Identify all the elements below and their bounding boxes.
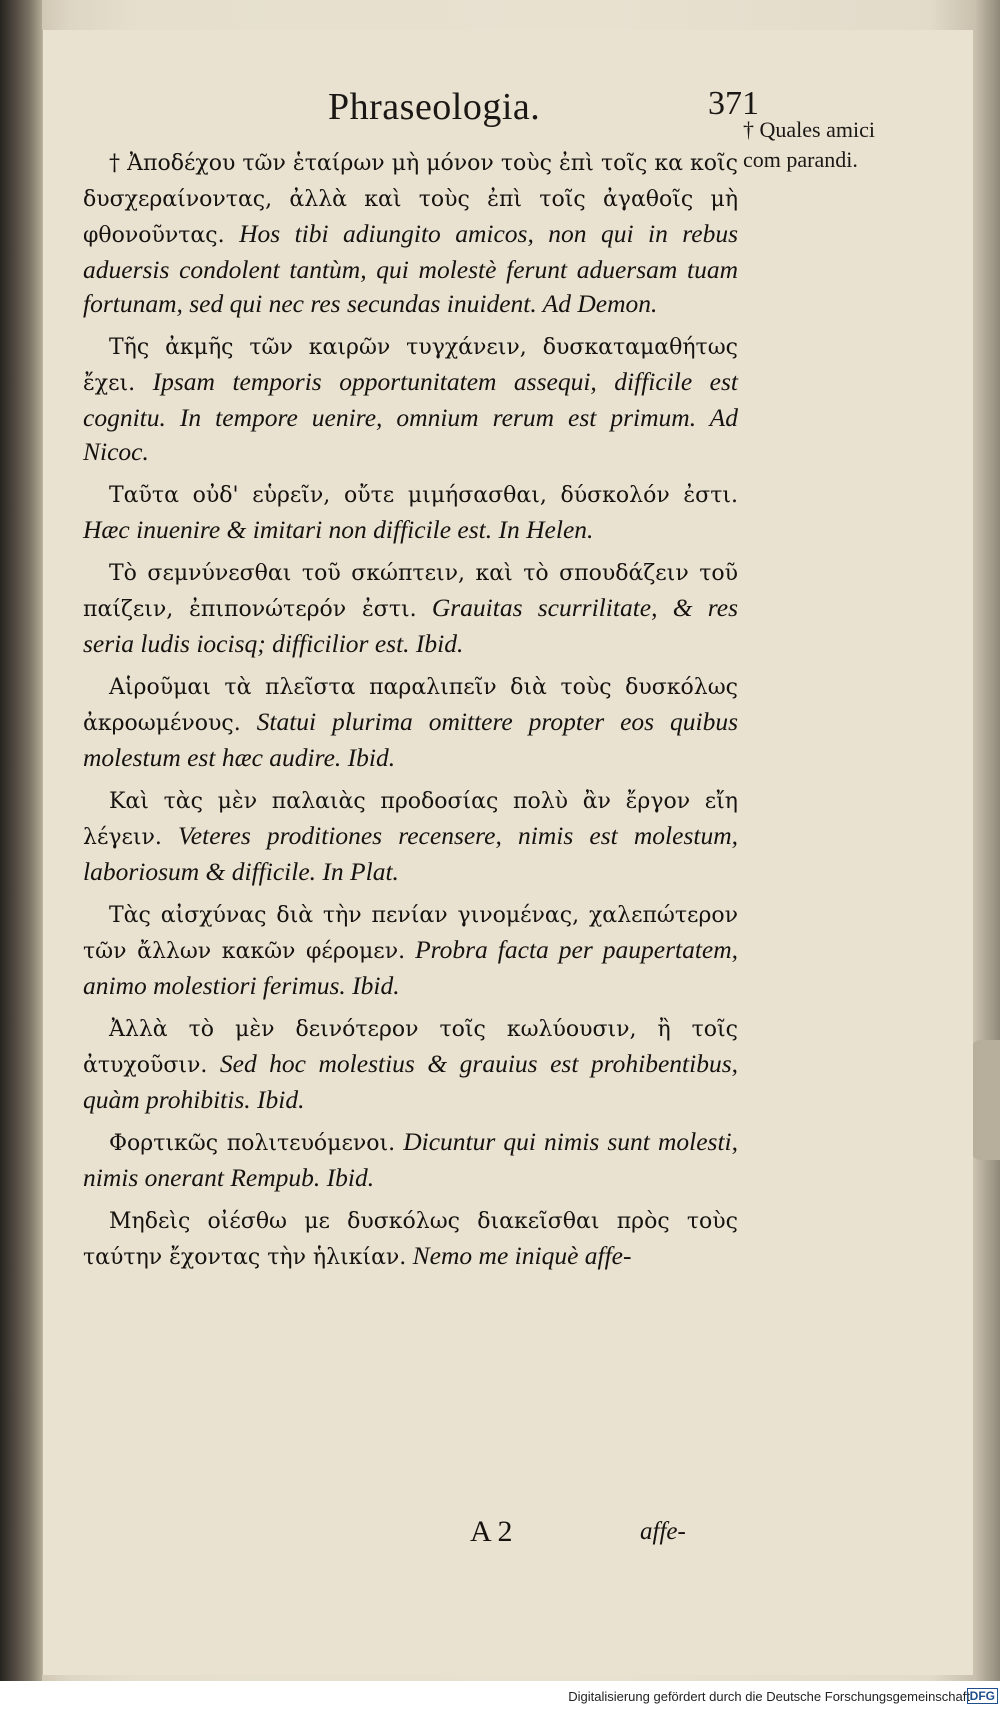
greek-text: Μηδεὶς οἰέσθω με δυσκόλως διακεῖσθαι πρὸς τοὺς ταύτην ἔχοντας τὴν ἡλικίαν. — [83, 1209, 738, 1270]
signature-mark: A 2 — [470, 1515, 513, 1548]
catchword: affe- — [640, 1518, 686, 1545]
latin-text: Nemo me iniquè affe- — [412, 1241, 632, 1270]
latin-text: Sed hoc molestius & grauius est prohibentibus, quàm prohibitis. Ibid. — [83, 1049, 738, 1114]
latin-text: Hæc inuenire & imitari non difficile est. In Helen. — [83, 515, 594, 544]
paragraph — [83, 1125, 738, 1195]
latin-text: Ipsam temporis opportunitatem assequi, difficile est cognitu. In tempore uenire, omnium rerum est primum. Ad Nicoc. — [83, 367, 738, 466]
greek-text: † Ἀποδέχου τῶν ἑταίρων μὴ μόνον τοὺς ἐπὶ τοῖς κα κοῖς δυσχεραίνοντας, ἀλλὰ καὶ τοὺς ἐπὶ τοῖς ἀγαθοῖς μὴ φθονοῦντας. — [83, 151, 738, 248]
dfg-logo: DFG — [967, 1688, 998, 1704]
paragraph — [83, 1203, 738, 1275]
paragraph — [83, 145, 738, 321]
paragraph — [83, 329, 738, 469]
latin-text: Hos tibi adiungito amicos, non qui in rebus aduersis condolent tantùm, qui molestè ferunt aduersam tuam fortunam, sed qui nec res secundas inuident. Ad Demon. — [83, 219, 739, 318]
paragraph — [83, 669, 738, 775]
page-header — [103, 85, 783, 145]
latin-text: Dicuntur qui nimis sunt molesti, nimis onerant Rempub. Ibid. — [83, 1127, 739, 1192]
digitization-credit: Digitalisierung gefördert durch die Deutsche Forschungsgemeinschaft — [568, 1689, 970, 1704]
running-head: Phraseologia. — [328, 86, 541, 128]
latin-text: Grauitas scurrilitate, & res seria ludis iocisq; difficilior est. Ibid. — [83, 593, 738, 658]
paragraph — [83, 555, 738, 661]
latin-text: Statui plurima omittere propter eos quibus molestum est hæc audire. Ibid. — [83, 707, 738, 772]
greek-text: Τὸ σεμνύνεσθαι τοῦ σκώπτειν, καὶ τὸ σπουδάζειν τοῦ παίζειν, ἐπιπονώτερόν ἐστι. — [83, 561, 738, 622]
credit-bar — [0, 1681, 1000, 1709]
body-text — [83, 145, 738, 1283]
greek-text: Τὰς αἰσχύνας διὰ τὴν πενίαν γινομένας, χαλεπώτερον τῶν ἄλλων κακῶν φέρομεν. — [83, 903, 738, 964]
greek-text: Ταῦτα οὐδ' εὑρεῖν, οὔτε μιμήσασθαι, δύσκολόν ἐστι. — [109, 483, 738, 508]
paragraph — [83, 897, 738, 1003]
adjacent-page-edge — [0, 0, 42, 1709]
latin-text: Veteres proditiones recensere, nimis est molestum, laboriosum & difficile. In Plat. — [83, 821, 738, 886]
margin-note: † Quales amici com parandi. — [743, 117, 875, 172]
latin-text: Probra facta per paupertatem, animo molestiori ferimus. Ibid. — [83, 935, 739, 1000]
paragraph — [83, 783, 738, 889]
greek-text: Τῆς ἀκμῆς τῶν καιρῶν τυγχάνειν, δυσκαταμαθήτως ἔχει. — [83, 335, 738, 396]
paragraph — [83, 1011, 738, 1117]
greek-text: Καὶ τὰς μὲν παλαιὰς προδοσίας πολὺ ἂν ἔργον εἴη λέγειν. — [83, 789, 738, 850]
greek-text: Ἀλλὰ τὸ μὲν δεινότερον τοῖς κωλύουσιν, ἢ τοῖς ἀτυχοῦσιν. — [83, 1017, 738, 1078]
page-tab — [972, 1040, 1000, 1160]
page-number: 371 — [708, 85, 759, 122]
paragraph — [83, 477, 738, 547]
book-page — [42, 30, 973, 1675]
greek-text: Αἱροῦμαι τὰ πλεῖστα παραλιπεῖν διὰ τοὺς δυσκόλως ἀκροωμένους. — [83, 675, 738, 736]
greek-text: Φορτικῶς πολιτευόμενοι. — [109, 1131, 396, 1156]
